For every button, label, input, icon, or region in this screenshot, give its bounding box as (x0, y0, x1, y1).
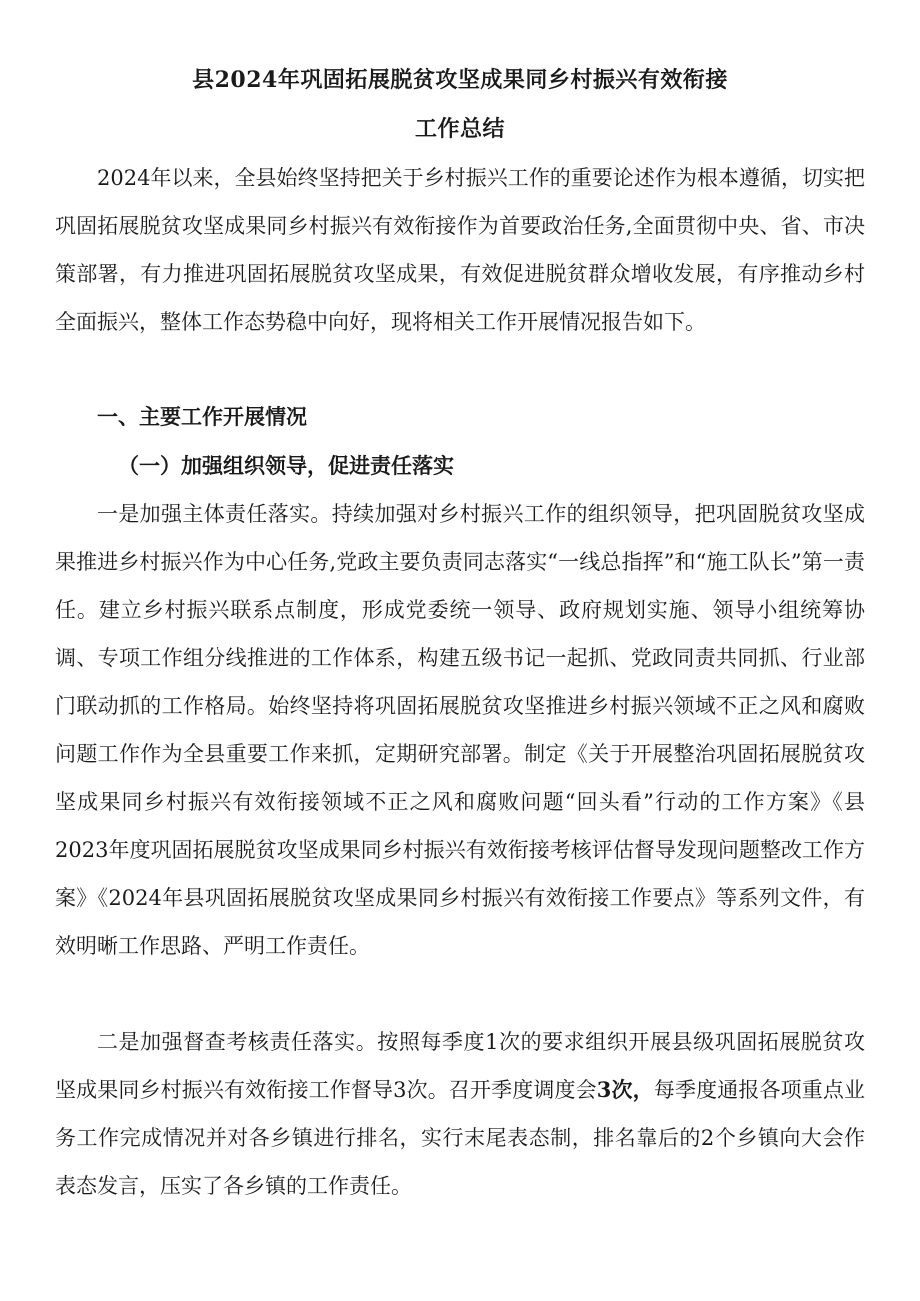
section-heading: 一、主要工作开展情况 (97, 404, 307, 429)
document-title-line1: 县2024年巩固拓展脱贫攻坚成果同乡村振兴有效衔接 (192, 67, 728, 93)
para2-bold-count: 3次， (596, 1077, 654, 1102)
intro-paragraph: 2024年以来，全县始终坚持把关于乡村振兴工作的重要论述作为根本遵循，切实把巩固拓展脱贫攻坚成果同乡村振兴有效衔接作为首要政治任务,全面贯彻中央、省、市决策部署，有力推进巩固拓展脱贫攻坚成果，有效促进脱贫群众增收发展，有序推动乡村全面振兴，整体工作态势稳中向好，现将相关工作开展情况报告如下。 (55, 166, 865, 334)
body-paragraph-2 (55, 1018, 865, 1210)
para2-text-a: 二是加强督查考核责任落实。按照每季度1次的要求组织开展县级巩固拓展脱贫攻坚成果同乡村振兴有效衔接工作督导3次。召开季度调度会 (55, 1030, 865, 1102)
document-title-line2: 工作总结 (414, 116, 505, 142)
para2-text-b: 每季度通报各项重点业务工作完成情况并对各乡镇进行排名，实行末尾表态制，排名靠后的2个乡镇向大会作表态发言，压实了各乡镇的工作责任。 (55, 1078, 865, 1198)
subsection-heading: （一）加强组织领导，促进责任落实 (118, 453, 454, 478)
body-paragraph-1: 一是加强主体责任落实。持续加强对乡村振兴工作的组织领导，把巩固脱贫攻坚成果推进乡村振兴作为中心任务,党政主要负责同志落实“一线总指挥”和“施工队长”第一责任。建立乡村振兴联系点制度，形成党委统一领导、政府规划实施、领导小组统筹协调、专项工作组分线推进的工作体系，构建五级书记一起抓、党政同责共同抓、行业部门联动抓的工作格局。始终坚持将巩固拓展脱贫攻坚推进乡村振兴领域不正之风和腐败问题工作作为全县重要工作来抓，定期研究部署。制定《关于开展整治巩固拓展脱贫攻坚成果同乡村振兴有效衔接领域不正之风和腐败问题“回头看”行动的工作方案》《县2023年度巩固拓展脱贫攻坚成果同乡村振兴有效衔接考核评估督导发现问题整改工作方案》《2024年县巩固拓展脱贫攻坚成果同乡村振兴有效衔接工作要点》等系列文件，有效明晰工作思路、严明工作责任。 (55, 502, 865, 958)
